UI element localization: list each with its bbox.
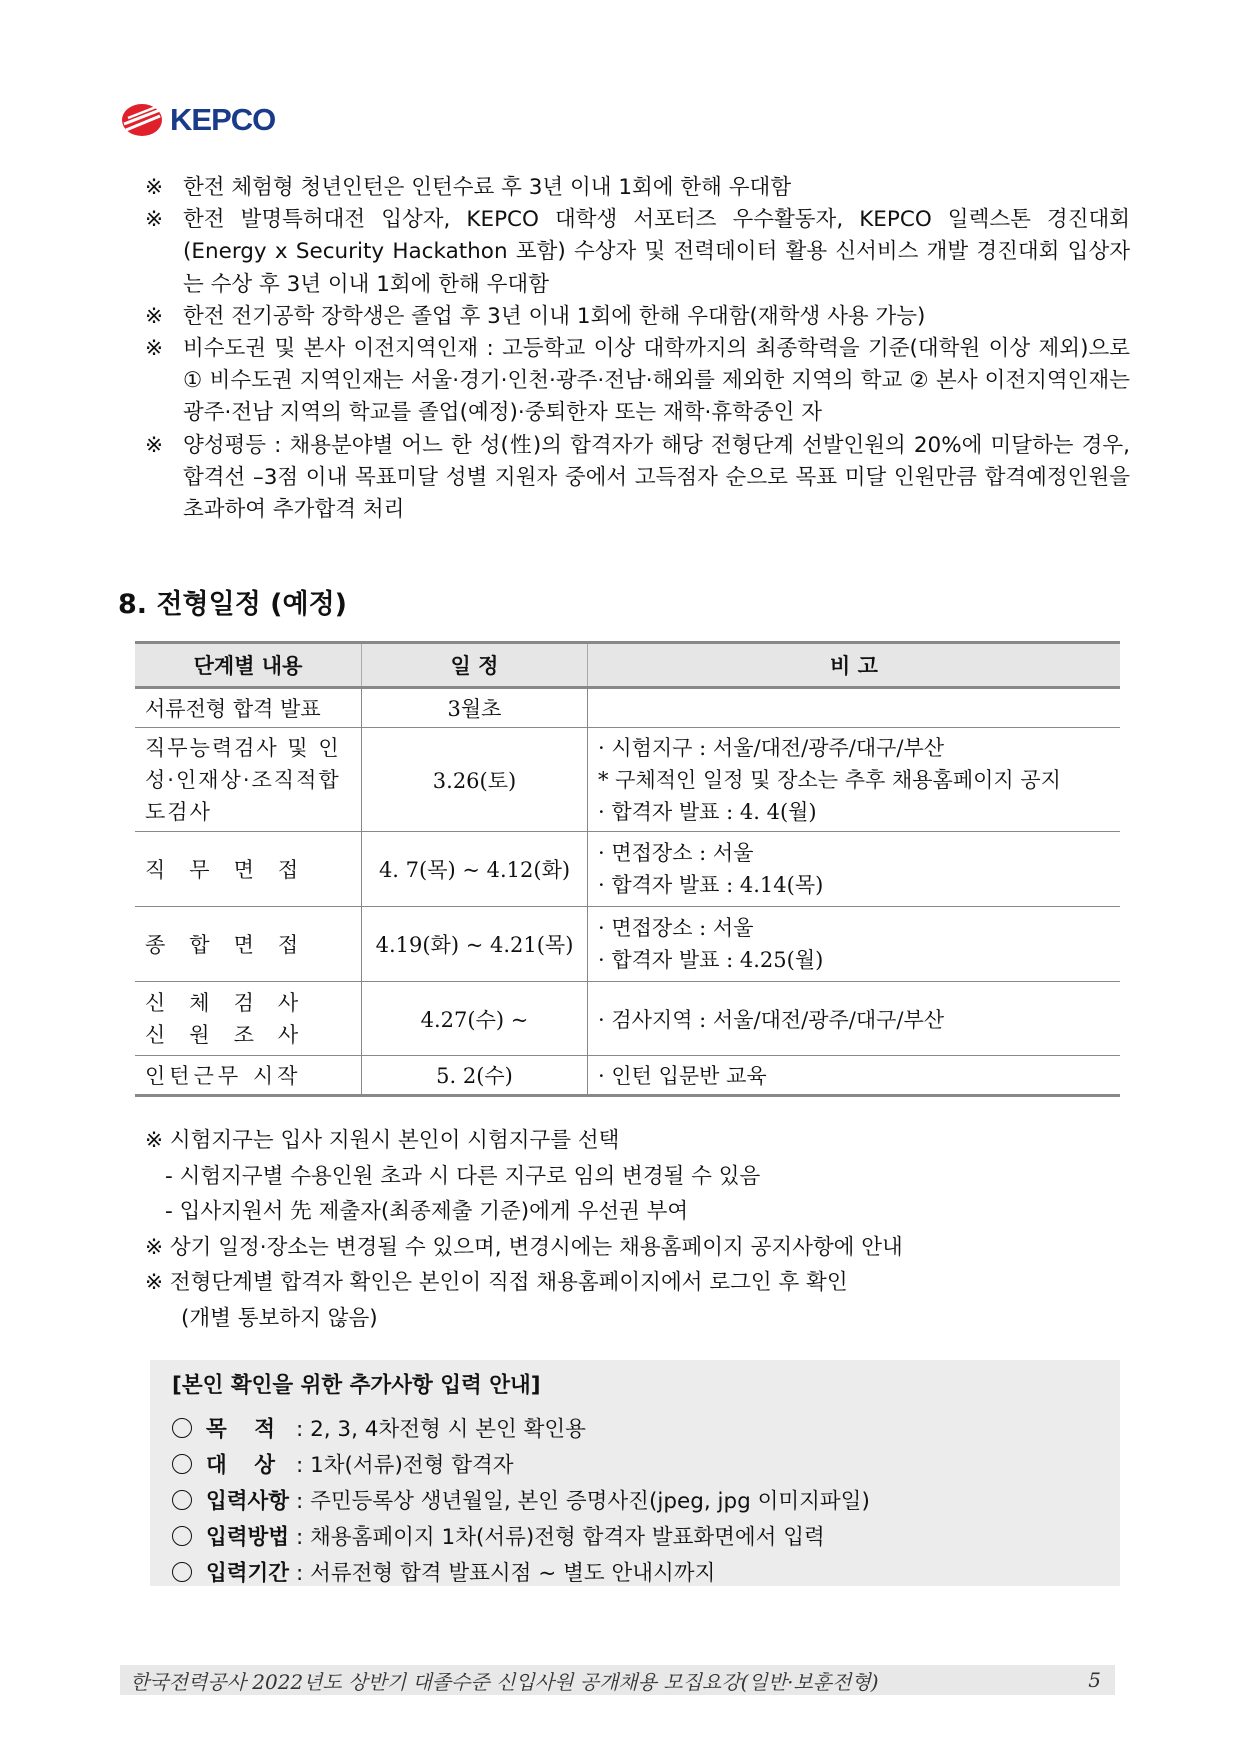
date-cell: 5. 2(수) xyxy=(362,1056,588,1096)
note-item: ※ 한전 발명특허대전 입상자, KEPCO 대학생 서포터즈 우수활동자, KEPCO 일렉스톤 경진대회(Energy x Security Hackathon 포함) 수상자 및 전력데이터 활용 신서비스 개발 경진대회 입상자는 수상 후 3년 이내 1회에 한해 우대함 xyxy=(145,207,1130,297)
info-item xyxy=(172,1556,715,1587)
stage-cell: 신체검사 신원조사 xyxy=(135,982,362,1056)
stage-cell: 직무면접 xyxy=(135,832,362,907)
header-date: 일 정 xyxy=(362,643,588,688)
note-line: ※ 전형단계별 합격자 확인은 본인이 직접 채용홈페이지에서 로그인 후 확인 xyxy=(145,1270,848,1295)
note-item: ※ 한전 체험형 청년인턴은 인턴수료 후 3년 이내 1회에 한해 우대함 xyxy=(145,175,792,200)
info-item-value: : 주민등록상 생년월일, 본인 증명사진(jpeg, jpg 이미지파일) xyxy=(296,1489,870,1514)
table-row xyxy=(135,982,1120,1056)
header-notes: 비 고 xyxy=(588,643,1121,688)
stage-cell: 서류전형 합격 발표 xyxy=(135,688,362,728)
section-heading: 8. 전형일정 (예정) xyxy=(118,589,348,620)
note-subline: - 시험지구별 수용인원 초과 시 다른 지구로 임의 변경될 수 있음 xyxy=(165,1163,761,1189)
note-item: ※ 양성평등 : 채용분야별 어느 한 성(性)의 합격자가 해당 전형단계 선발인원의 20%에 미달하는 경우, 합격선 –3점 이내 목표미달 성별 지원자 중에서 고득점자 순으로 목표 미달 인원만큼 합격예정인원을 초과하여 추가합격 처리 xyxy=(145,432,1130,523)
page-number: 5 xyxy=(1088,1668,1101,1692)
note-subline: (개별 통보하지 않음) xyxy=(181,1305,378,1331)
header-stage: 단계별 내용 xyxy=(135,643,362,688)
info-item xyxy=(172,1412,586,1443)
info-item-label: 대 상 xyxy=(206,1453,286,1478)
info-item-label: 입력방법 xyxy=(206,1525,290,1550)
info-item-value: : 서류전형 합격 발표시점 ~ 별도 안내시까지 xyxy=(296,1561,716,1586)
info-item xyxy=(172,1448,514,1479)
stage-cell: 인턴근무 시작 xyxy=(135,1056,362,1096)
circle-bullet-icon xyxy=(172,1526,192,1546)
notes-cell: · 면접장소 : 서울 · 합격자 발표 : 4.14(목) xyxy=(588,832,1121,907)
info-item xyxy=(172,1520,825,1551)
circle-bullet-icon xyxy=(172,1454,192,1474)
notes-cell: · 검사지역 : 서울/대전/광주/대구/부산 xyxy=(588,982,1121,1056)
schedule-notes xyxy=(145,1123,1130,1336)
kepco-logo-icon xyxy=(120,102,164,138)
eligibility-notes xyxy=(145,172,1130,526)
stage-cell: 직무능력검사 및 인성·인재상·조직적합도검사 xyxy=(135,728,362,832)
circle-bullet-icon xyxy=(172,1418,192,1438)
identity-info-box xyxy=(150,1360,1120,1586)
stage-cell: 종합면접 xyxy=(135,907,362,982)
footer-title: 한국전력공사 2022년도 상반기 대졸수준 신입사원 공개채용 모집요강(일반·보훈전형) xyxy=(130,1669,879,1694)
note-item: ※ 비수도권 및 본사 이전지역인재 : 고등학교 이상 대학까지의 최종학력을 기준(대학원 이상 제외)으로 ① 비수도권 지역인재는 서울·경기·인천·광주·전남·해외를 제외한 지역의 학교 ② 본사 이전지역인재는 광주·전남 지역의 학교를 졸업(예정)·중퇴한자 또는 재학·휴학중인 자 xyxy=(145,336,1130,426)
notes-cell xyxy=(588,688,1121,728)
info-item-label: 목 적 xyxy=(206,1417,286,1442)
table-row xyxy=(135,688,1120,728)
table-row xyxy=(135,1056,1120,1096)
note-line: ※ 상기 일정·장소는 변경될 수 있으며, 변경시에는 채용홈페이지 공지사항에 안내 xyxy=(145,1234,903,1260)
info-item-value: : 2, 3, 4차전형 시 본인 확인용 xyxy=(296,1417,586,1442)
info-item-label: 입력기간 xyxy=(206,1561,290,1586)
notes-cell: · 인턴 입문반 교육 xyxy=(588,1056,1121,1096)
logo-wordmark: KEPCO xyxy=(170,102,276,137)
notes-cell: · 시험지구 : 서울/대전/광주/대구/부산 * 구체적인 일정 및 장소는 추후 채용홈페이지 공지 · 합격자 발표 : 4. 4(월) xyxy=(588,728,1121,832)
date-cell: 4.19(화) ~ 4.21(목) xyxy=(362,907,588,982)
info-item-label: 입력사항 xyxy=(206,1489,290,1514)
note-item: ※ 한전 전기공학 장학생은 졸업 후 3년 이내 1회에 한해 우대함(재학생 사용 가능) xyxy=(145,303,926,329)
table-header-row xyxy=(135,643,1120,688)
info-item-value: : 채용홈페이지 1차(서류)전형 합격자 발표화면에서 입력 xyxy=(296,1525,825,1550)
date-cell: 3월초 xyxy=(362,688,588,728)
page-footer xyxy=(120,1665,1115,1695)
table-row xyxy=(135,728,1120,832)
table-row xyxy=(135,832,1120,907)
info-item-value: : 1차(서류)전형 합격자 xyxy=(296,1453,514,1478)
circle-bullet-icon xyxy=(172,1490,192,1510)
note-subline: - 입사지원서 先 제출자(최종제출 기준)에게 우선권 부여 xyxy=(165,1199,689,1224)
notes-cell: · 면접장소 : 서울 · 합격자 발표 : 4.25(월) xyxy=(588,907,1121,982)
table-row xyxy=(135,907,1120,982)
date-cell: 4. 7(목) ~ 4.12(화) xyxy=(362,832,588,907)
info-box-title: [본인 확인을 위한 추가사항 입력 안내] xyxy=(172,1373,541,1398)
note-line: ※ 시험지구는 입사 지원시 본인이 시험지구를 선택 xyxy=(145,1128,620,1153)
info-item xyxy=(172,1484,870,1515)
date-cell: 4.27(수) ~ xyxy=(362,982,588,1056)
kepco-logo xyxy=(120,100,275,140)
date-cell: 3.26(토) xyxy=(362,728,588,832)
schedule-table xyxy=(135,641,1120,1097)
circle-bullet-icon xyxy=(172,1562,192,1582)
